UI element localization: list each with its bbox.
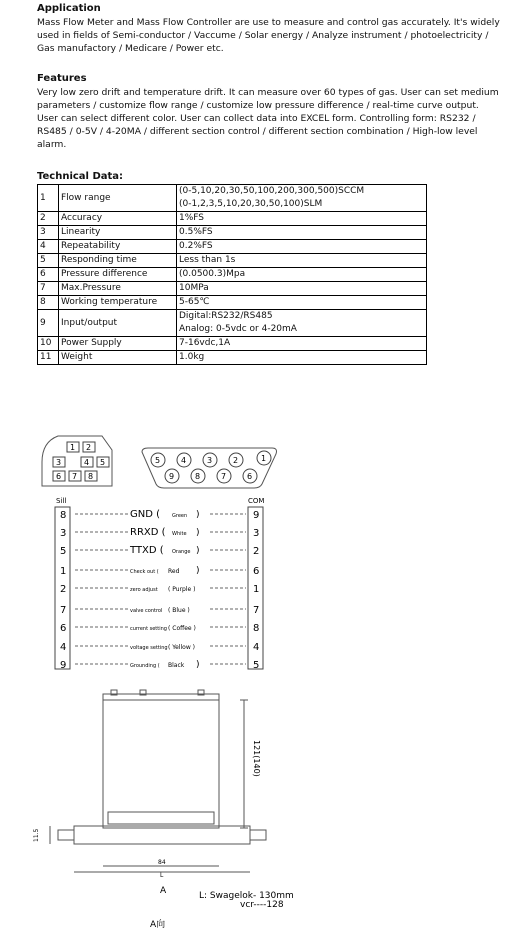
- width-dimension: 84: [158, 859, 166, 866]
- param-name: Flow range: [59, 185, 177, 212]
- signal-label: zero adjust: [130, 587, 158, 593]
- height-dimension: 121(140): [252, 740, 261, 777]
- left-pin-number: 3: [56, 458, 62, 467]
- param-name: Weight: [59, 351, 177, 365]
- left-terminal-number: 2: [60, 584, 67, 595]
- param-value-line: Digital:RS232/RS485: [179, 311, 273, 321]
- row-number: 11: [38, 351, 59, 365]
- row-number: 5: [38, 254, 59, 268]
- right-pin-number: 3: [207, 456, 213, 465]
- wiring-rows: [60, 509, 259, 671]
- param-value-line: 0.2%FS: [179, 241, 213, 251]
- right-terminal-number: 1: [253, 584, 260, 595]
- signal-label: Grounding (: [130, 663, 160, 669]
- signal-label: voltage setting: [130, 645, 168, 651]
- left-pin-number: 1: [70, 443, 76, 452]
- right-pin-number: 4: [181, 456, 187, 465]
- technical-data-title: Technical Data:: [37, 171, 124, 182]
- param-value-line: 1%FS: [179, 213, 205, 223]
- param-value-line: (0.0500.3)Mpa: [179, 269, 246, 279]
- wire-color: Red: [168, 568, 180, 575]
- mfc-body-drawing: [50, 690, 266, 872]
- param-name: Repeatability: [59, 240, 177, 254]
- swagelok-note: L: Swagelok- 130mm: [199, 891, 294, 901]
- vcr-note: vcr----128: [240, 900, 284, 910]
- wire-color: ( Blue ): [168, 607, 190, 614]
- wire-color-close: ): [196, 510, 200, 520]
- left-terminal-number: 4: [60, 642, 67, 653]
- param-value-line: 0.5%FS: [179, 227, 213, 237]
- param-name: Input/output: [59, 310, 177, 337]
- row-number: 9: [38, 310, 59, 337]
- row-number: 10: [38, 337, 59, 351]
- param-value-line-2: Analog: 0-5vdc or 4-20mA: [179, 324, 297, 334]
- right-header-label: COM: [248, 497, 265, 505]
- param-value-line: 10MPa: [179, 283, 209, 293]
- application-title: Application: [37, 3, 101, 14]
- param-value-line: 5-65℃: [179, 297, 210, 307]
- right-pin-number: 1: [261, 454, 267, 463]
- left-terminal-number: 5: [60, 546, 67, 557]
- wire-color: Black: [168, 662, 185, 669]
- signal-label: RRXD (: [130, 527, 166, 538]
- left-pin-number: 8: [88, 472, 94, 481]
- param-name: Max.Pressure: [59, 282, 177, 296]
- wire-color: ( Purple ): [168, 586, 196, 593]
- wire-color: Green: [172, 513, 188, 519]
- length-symbol: L: [160, 872, 164, 879]
- bottom-view-label: A向: [150, 920, 166, 930]
- param-value-line: 7-16vdc,1A: [179, 338, 231, 348]
- view-label: A: [160, 886, 167, 896]
- right-terminal-number: 6: [253, 566, 260, 577]
- wire-color-close: ): [196, 566, 200, 576]
- left-header-label: Sill: [56, 497, 67, 505]
- param-name: Working temperature: [59, 296, 177, 310]
- row-number: 7: [38, 282, 59, 296]
- right-terminal-number: 4: [253, 642, 260, 653]
- row-number: 6: [38, 268, 59, 282]
- row-number: 1: [38, 185, 59, 212]
- right-pin-number: 8: [195, 472, 201, 481]
- left-pin-number: 7: [72, 472, 78, 481]
- left-terminal-number: 8: [60, 510, 67, 521]
- right-terminal-number: 2: [253, 546, 260, 557]
- signal-label: GND (: [130, 509, 161, 520]
- param-value-line-2: (0-1,2,3,5,10,20,30,50,100)SLM: [179, 199, 323, 209]
- features-title: Features: [37, 73, 87, 84]
- right-pin-number: 5: [155, 456, 161, 465]
- param-name: Accuracy: [59, 212, 177, 226]
- right-terminal-number: 8: [253, 623, 260, 634]
- param-value-line: Less than 1s: [179, 255, 236, 265]
- right-pin-number: 9: [169, 472, 175, 481]
- row-number: 3: [38, 226, 59, 240]
- right-terminal-number: 7: [253, 605, 260, 616]
- application-text: Mass Flow Meter and Mass Flow Controller are use to measure and control gas accurately. It's widely used in fields of Semi-conductor / Vaccume / Solar energy / Analyze instrument / photoelectricity / Gas manufactory / Medicare / Power etc.: [37, 17, 500, 54]
- right-terminal-number: 5: [253, 660, 260, 671]
- param-name: Linearity: [59, 226, 177, 240]
- signal-label: TTXD (: [130, 545, 164, 556]
- wire-color-close: ): [196, 660, 200, 670]
- right-pin-number: 2: [233, 456, 239, 465]
- features-text: Very low zero drift and temperature drift. It can measure over 60 types of gas. User can set medium parameters / customize flow range / customize low pressure difference / real-time curve output. User can select different color. User can collect data into EXCEL form. Controlling form: RS232 / RS485 / 0-5V / 4-20MA / different section control / different section combination / High-low level alarm.: [37, 87, 499, 150]
- left-pin-number: 5: [100, 458, 106, 467]
- right-pin-number: 7: [221, 472, 227, 481]
- param-name: Power Supply: [59, 337, 177, 351]
- right-terminal-number: 9: [253, 510, 260, 521]
- wire-color-close: ): [196, 528, 200, 538]
- param-name: Pressure difference: [59, 268, 177, 282]
- param-value-line: (0-5,10,20,30,50,100,200,300,500)SCCM: [179, 186, 365, 196]
- wire-color: White: [172, 531, 187, 537]
- wire-color-close: ): [196, 546, 200, 556]
- param-value-line: 1.0kg: [179, 352, 205, 362]
- left-terminal-number: 3: [60, 528, 67, 539]
- signal-label: current setting: [130, 626, 167, 632]
- signal-label: valve control: [130, 608, 163, 614]
- left-terminal-number: 1: [60, 566, 67, 577]
- left-pin-number: 4: [84, 458, 90, 467]
- left-terminal-number: 6: [60, 623, 67, 634]
- wire-color: ( Coffee ): [168, 625, 196, 632]
- left-terminal-number: 7: [60, 605, 67, 616]
- row-number: 4: [38, 240, 59, 254]
- right-pin-number: 6: [247, 472, 253, 481]
- left-terminal-number: 9: [60, 660, 67, 671]
- param-name: Responding time: [59, 254, 177, 268]
- left-pin-number: 2: [86, 443, 92, 452]
- right-terminal-number: 3: [253, 528, 260, 539]
- row-number: 8: [38, 296, 59, 310]
- signal-label: Check out (: [130, 569, 159, 575]
- left-pin-number: 6: [56, 472, 62, 481]
- right-connector-pins: [151, 451, 271, 483]
- left-connector-pins: [53, 442, 109, 481]
- wire-color: Orange: [172, 549, 191, 555]
- side-dimension: 11.5: [33, 828, 40, 842]
- row-number: 2: [38, 212, 59, 226]
- wire-color: ( Yellow ): [168, 644, 195, 651]
